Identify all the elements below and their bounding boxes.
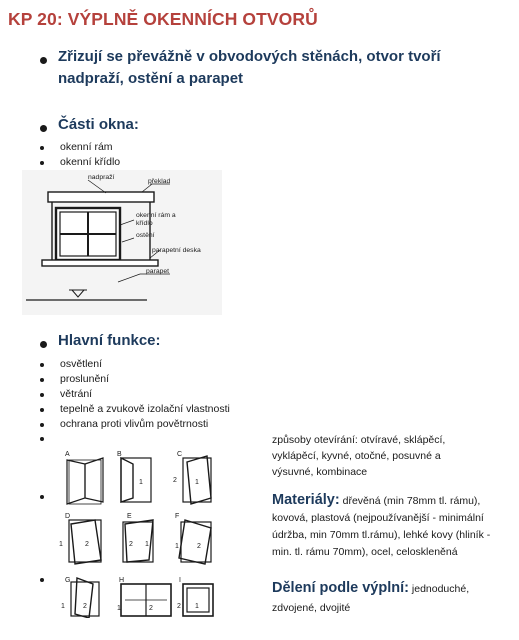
bullet bbox=[40, 437, 44, 441]
label-parapet: parapet bbox=[146, 268, 170, 275]
bullet bbox=[40, 578, 44, 582]
materials-text: dřevěná (min 78mm tl. rámu), kovová, plastová (nejpoužívanější - minimální údržba, min 70mm tl.rámu), lehké kovy (hliník -min. tl. rámu 70mm), ocel, celoskleněná bbox=[272, 495, 491, 558]
list-item: ochrana proti vlivům povětrnosti bbox=[38, 417, 230, 432]
type-letter: F bbox=[175, 513, 180, 520]
type-letter: I bbox=[179, 577, 181, 584]
sash-shape bbox=[187, 456, 211, 504]
sill-shape bbox=[42, 260, 158, 266]
svg-text:2: 2 bbox=[83, 603, 87, 610]
type-letter: G bbox=[65, 577, 71, 584]
sash-shape bbox=[85, 458, 103, 502]
bullet bbox=[40, 125, 47, 132]
svg-text:1: 1 bbox=[195, 603, 199, 610]
opening-methods-text: způsoby otevírání: otvíravé, sklápěcí, vyklápěcí, kyvné, otočné, posuvné a výsuvné, kombinace bbox=[272, 434, 446, 478]
list-item: proslunění bbox=[38, 372, 230, 387]
page-title: KP 20: VÝPLNĚ OKENNÍCH OTVORŮ bbox=[8, 9, 318, 29]
svg-text:2: 2 bbox=[85, 541, 89, 548]
bullet bbox=[40, 57, 47, 64]
materials-heading: Materiály: bbox=[272, 492, 340, 508]
type-letter: C bbox=[177, 451, 183, 458]
bullet bbox=[40, 341, 47, 348]
label-nadprazi: nadpraží bbox=[88, 174, 115, 181]
list-item: okenní rám bbox=[38, 140, 120, 155]
window-section-diagram bbox=[22, 170, 222, 315]
list-item: osvětlení bbox=[38, 357, 230, 372]
svg-text:2: 2 bbox=[149, 605, 153, 612]
functions-heading: Hlavní funkce: bbox=[58, 332, 161, 349]
division-text: jednoduché, zdvojené, dvojité bbox=[272, 583, 470, 614]
list-item: okenní křídlo bbox=[38, 155, 120, 170]
sash-shape bbox=[179, 520, 211, 564]
label-parapetni-deska: parapetní deska bbox=[152, 247, 201, 254]
svg-text:1: 1 bbox=[195, 479, 199, 486]
intro-text: Zřizují se převážně v obvodových stěnách, otvor tvoří nadpraží, ostění a parapet bbox=[58, 48, 441, 87]
materials-block bbox=[272, 492, 494, 561]
functions-list bbox=[38, 357, 230, 432]
sash-shape bbox=[75, 578, 93, 618]
svg-text:1: 1 bbox=[139, 479, 143, 486]
opening-types-diagram bbox=[55, 448, 225, 618]
type-letter: A bbox=[65, 451, 70, 458]
type-letter: D bbox=[65, 513, 71, 520]
svg-text:1: 1 bbox=[175, 543, 179, 550]
lintel-shape bbox=[48, 192, 154, 202]
parts-heading: Části okna: bbox=[58, 116, 139, 133]
list-item: tepelně a zvukově izolační vlastnosti bbox=[38, 402, 230, 417]
type-letter: H bbox=[119, 577, 125, 584]
bullet bbox=[40, 495, 44, 499]
label-osteni: ostění bbox=[136, 232, 155, 239]
svg-text:2: 2 bbox=[129, 541, 133, 548]
svg-text:2: 2 bbox=[173, 477, 177, 484]
sash-shape bbox=[121, 458, 133, 502]
division-heading: Dělení podle výplní: bbox=[272, 580, 409, 596]
type-letter: E bbox=[127, 513, 132, 520]
label-ram-kridlo-2: křídlo bbox=[136, 220, 153, 227]
sash-shape bbox=[67, 460, 85, 504]
division-block bbox=[272, 579, 507, 618]
svg-text:1: 1 bbox=[117, 605, 121, 612]
svg-text:2: 2 bbox=[197, 543, 201, 550]
type-letter: B bbox=[117, 451, 122, 458]
svg-text:1: 1 bbox=[61, 603, 65, 610]
svg-text:2: 2 bbox=[177, 603, 181, 610]
list-item: větrání bbox=[38, 387, 230, 402]
label-ram-kridlo: okenní rám a bbox=[136, 212, 176, 219]
svg-text:1: 1 bbox=[145, 541, 149, 548]
parts-list bbox=[38, 140, 120, 170]
label-preklad: překlad bbox=[148, 178, 171, 185]
svg-text:1: 1 bbox=[59, 541, 63, 548]
